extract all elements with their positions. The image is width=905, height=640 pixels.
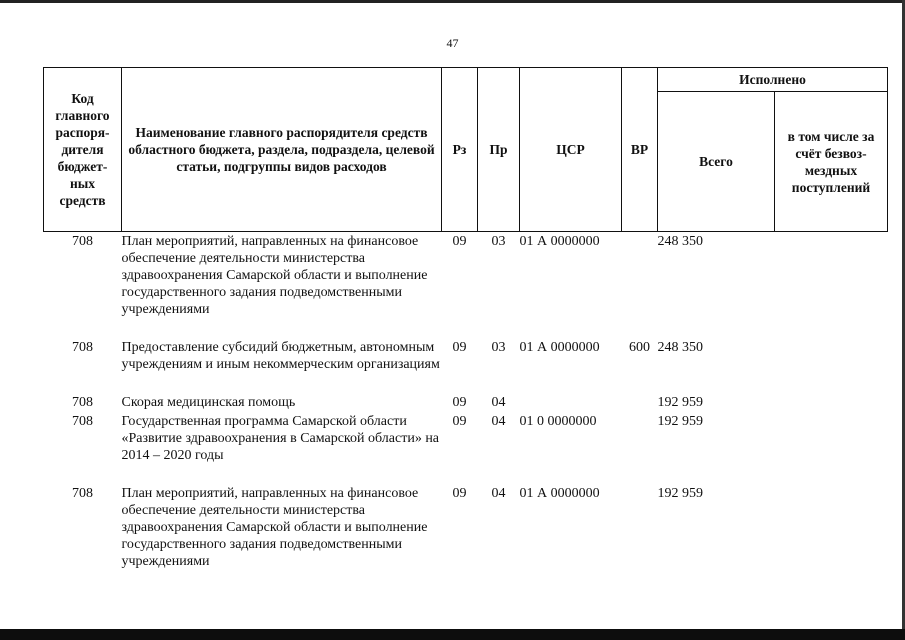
- cell-free: [775, 394, 888, 413]
- cell-csr: 01 А 0000000: [519, 340, 600, 355]
- cell-pr: 04: [491, 395, 506, 410]
- table-row: [44, 485, 888, 591]
- bottom-scan-border: [0, 629, 905, 640]
- cell-code: 708: [72, 340, 93, 355]
- cell-code: 708: [72, 395, 93, 410]
- budget-table: [43, 67, 888, 591]
- cell-rz: 09: [452, 234, 467, 249]
- cell-vr: 600: [629, 340, 650, 355]
- cell-pr: 04: [491, 486, 506, 501]
- table-row: [44, 232, 888, 340]
- cell-rz: 09: [452, 414, 467, 429]
- cell-free: [775, 339, 888, 394]
- header-code: Код главного распоря-дителя бюджет-ных средств: [44, 68, 122, 232]
- cell-free: [775, 413, 888, 485]
- header-pr: Пр: [478, 68, 520, 232]
- cell-rz: 09: [452, 486, 467, 501]
- cell-code: 708: [72, 414, 93, 429]
- cell-total: 248 350: [657, 234, 703, 249]
- header-csr: ЦСР: [520, 68, 622, 232]
- header-vr: ВР: [622, 68, 658, 232]
- top-edge-line: [0, 0, 905, 3]
- header-free: в том числе за счёт безвоз-мездных поступлений: [775, 92, 888, 232]
- table-row: [44, 394, 888, 413]
- cell-pr: 04: [491, 414, 506, 429]
- cell-name: Скорая медицинская помощь: [121, 395, 296, 410]
- header-executed: Исполнено: [658, 68, 888, 92]
- cell-csr: 01 0 0000000: [519, 414, 597, 429]
- cell-name: Государственная программа Самарской области «Развитие здравоохранения в Самарской области» на 2014 – 2020 годы: [121, 414, 440, 463]
- cell-pr: 03: [491, 340, 506, 355]
- cell-name: План мероприятий, направленных на финансовое обеспечение деятельности министерства здравоохранения Самарской области и выполнение государственного задания подведомственными учреждениями: [121, 486, 428, 569]
- cell-csr: [520, 394, 622, 413]
- cell-vr: [622, 485, 658, 591]
- cell-free: [775, 232, 888, 340]
- cell-free: [775, 485, 888, 591]
- cell-total: 192 959: [657, 486, 703, 501]
- cell-vr: [622, 232, 658, 340]
- header-total: Всего: [658, 92, 775, 232]
- table-header: [44, 68, 888, 232]
- table-row: [44, 339, 888, 394]
- cell-code: 708: [72, 486, 93, 501]
- header-rz: Рз: [442, 68, 478, 232]
- page-number: 47: [446, 36, 459, 50]
- cell-vr: [622, 413, 658, 485]
- cell-total: 248 350: [657, 340, 703, 355]
- cell-vr: [622, 394, 658, 413]
- cell-csr: 01 А 0000000: [519, 234, 600, 249]
- cell-total: 192 959: [657, 414, 703, 429]
- cell-csr: 01 А 0000000: [519, 486, 600, 501]
- header-name: Наименование главного распорядителя средств областного бюджета, раздела, подраздела, целевой статьи, подгруппы видов расходов: [122, 68, 442, 232]
- cell-rz: 09: [452, 340, 467, 355]
- cell-code: 708: [72, 234, 93, 249]
- table-row: [44, 413, 888, 485]
- cell-rz: 09: [452, 395, 467, 410]
- cell-name: План мероприятий, направленных на финансовое обеспечение деятельности министерства здравоохранения Самарской области и выполнение государственного задания подведомственными учреждениями: [121, 234, 428, 317]
- cell-name: Предоставление субсидий бюджетным, автономным учреждениям и иным некоммерческим организациям: [121, 340, 440, 372]
- cell-total: 192 959: [657, 395, 703, 410]
- cell-pr: 03: [491, 234, 506, 249]
